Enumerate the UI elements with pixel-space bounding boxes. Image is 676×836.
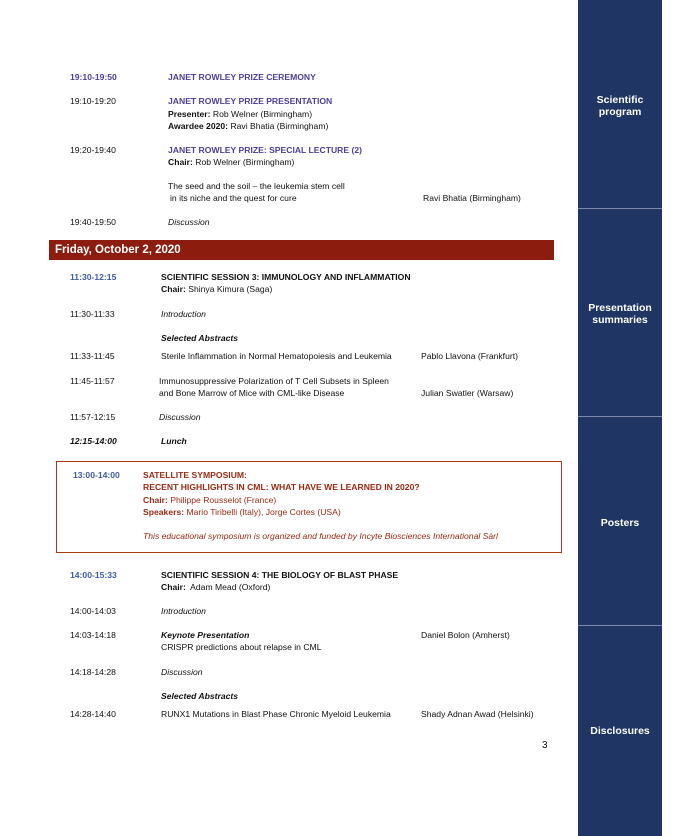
time-label: 14:28-14:40	[70, 709, 116, 719]
chair-label: Chair:	[161, 582, 186, 592]
awardee-name: Ravi Bhatia (Birmingham)	[230, 121, 329, 131]
chair-line	[161, 582, 270, 593]
chair-name: Adam Mead (Oxford)	[190, 582, 271, 592]
speakers-line	[143, 507, 341, 518]
chair-name: Shinya Kimura (Saga)	[188, 284, 273, 294]
sidebar-divider	[578, 625, 662, 626]
sidebar-item-disclosures[interactable]: Disclosures	[590, 725, 650, 737]
chair-name: Rob Welner (Birmingham)	[195, 157, 295, 167]
session-title: SCIENTIFIC SESSION 4: THE BIOLOGY OF BLAST PHASE	[161, 570, 399, 580]
chair-line	[161, 284, 272, 295]
introduction-label: Introduction	[161, 309, 206, 319]
discussion-label: Discussion	[168, 217, 210, 227]
talk-title: The seed and the soil – the leukemia stem cell	[168, 181, 345, 191]
time-label: 11:30-12:15	[70, 272, 117, 282]
item-title: JANET ROWLEY PRIZE: SPECIAL LECTURE (2)	[168, 145, 363, 155]
lunch-label: Lunch	[161, 436, 187, 446]
discussion-label: Discussion	[159, 412, 201, 422]
talk-title: and Bone Marrow of Mice with CML-like Disease	[159, 388, 345, 398]
time-label: 11:57-12:15	[70, 412, 116, 422]
selected-abstracts-label: Selected Abstracts	[161, 691, 239, 701]
talk-title: CRISPR predictions about relapse in CML	[161, 642, 322, 652]
awardee-line	[168, 121, 328, 132]
chair-label: Chair:	[143, 495, 168, 505]
presenter-label: Presenter:	[168, 109, 211, 119]
time-label: 14:03-14:18	[70, 630, 116, 640]
day-header: Friday, October 2, 2020	[49, 240, 554, 260]
chair-label: Chair:	[168, 157, 193, 167]
page-number: 3	[542, 740, 548, 751]
time-label: 19:10-19:50	[70, 72, 117, 82]
item-title: JANET ROWLEY PRIZE PRESENTATION	[168, 96, 333, 106]
talk-title: RUNX1 Mutations in Blast Phase Chronic Myeloid Leukemia	[161, 709, 391, 719]
speaker-name: Julian Swatler (Warsaw)	[421, 388, 514, 398]
chair-label: Chair:	[161, 284, 186, 294]
time-label: 12:15-14:00	[70, 436, 117, 446]
time-label: 14:00-15:33	[70, 570, 117, 580]
speakers-label: Speakers:	[143, 507, 185, 517]
time-label: 13:00-14:00	[73, 470, 120, 480]
chair-line	[143, 495, 276, 506]
talk-title: Immunosuppressive Polarization of T Cell Subsets in Spleen	[159, 376, 389, 386]
sidebar-item-scientific-program[interactable]: Scientific program	[596, 94, 644, 118]
time-label: 14:00-14:03	[70, 606, 116, 616]
speaker-name: Shady Adnan Awad (Helsinki)	[421, 709, 534, 719]
presenter-name: Rob Welner (Birmingham)	[212, 109, 313, 119]
sidebar	[578, 0, 662, 836]
symposium-title: RECENT HIGHLIGHTS IN CML: WHAT HAVE WE LEARNED IN 2020?	[143, 482, 420, 492]
time-label: 14:18-14:28	[70, 667, 116, 677]
talk-title: Sterile Inflammation in Normal Hematopoiesis and Leukemia	[161, 351, 392, 361]
symposium-title: SATELLITE SYMPOSIUM:	[143, 470, 247, 480]
sidebar-item-presentation-summaries[interactable]: Presentation summaries	[588, 302, 652, 326]
time-label: 11:33-11:45	[70, 351, 115, 361]
presenter-line	[168, 109, 312, 120]
speaker-name: Daniel Bolon (Amherst)	[421, 630, 510, 640]
speaker-name: Ravi Bhatia (Birmingham)	[423, 193, 521, 203]
time-label: 11:45-11:57	[70, 376, 115, 386]
sidebar-divider	[578, 208, 662, 209]
time-label: 19:10-19:20	[70, 96, 116, 106]
speaker-name: Pablo Llavona (Frankfurt)	[421, 351, 518, 361]
time-label: 11:30-11:33	[70, 309, 115, 319]
session-title: JANET ROWLEY PRIZE CEREMONY	[168, 72, 316, 82]
sidebar-item-posters[interactable]: Posters	[600, 517, 640, 529]
time-label: 19:40-19:50	[70, 217, 116, 227]
sponsor-note: This educational symposium is organized and funded by Incyte Biosciences International Sàrl	[143, 531, 498, 541]
awardee-label: Awardee 2020:	[168, 121, 229, 131]
time-label: 19:20-19:40	[70, 145, 116, 155]
keynote-label: Keynote Presentation	[161, 630, 250, 640]
session-title: SCIENTIFIC SESSION 3: IMMUNOLOGY AND INFLAMMATION	[161, 272, 411, 282]
speakers-names: Mario Tiribelli (Italy), Jorge Cortes (USA)	[186, 507, 341, 517]
talk-title: in its niche and the quest for cure	[170, 193, 297, 203]
chair-name: Philippe Rousselot (France)	[170, 495, 277, 505]
introduction-label: Introduction	[161, 606, 206, 616]
selected-abstracts-label: Selected Abstracts	[161, 333, 239, 343]
chair-line	[168, 157, 294, 168]
sidebar-divider	[578, 416, 662, 417]
discussion-label: Discussion	[161, 667, 203, 677]
